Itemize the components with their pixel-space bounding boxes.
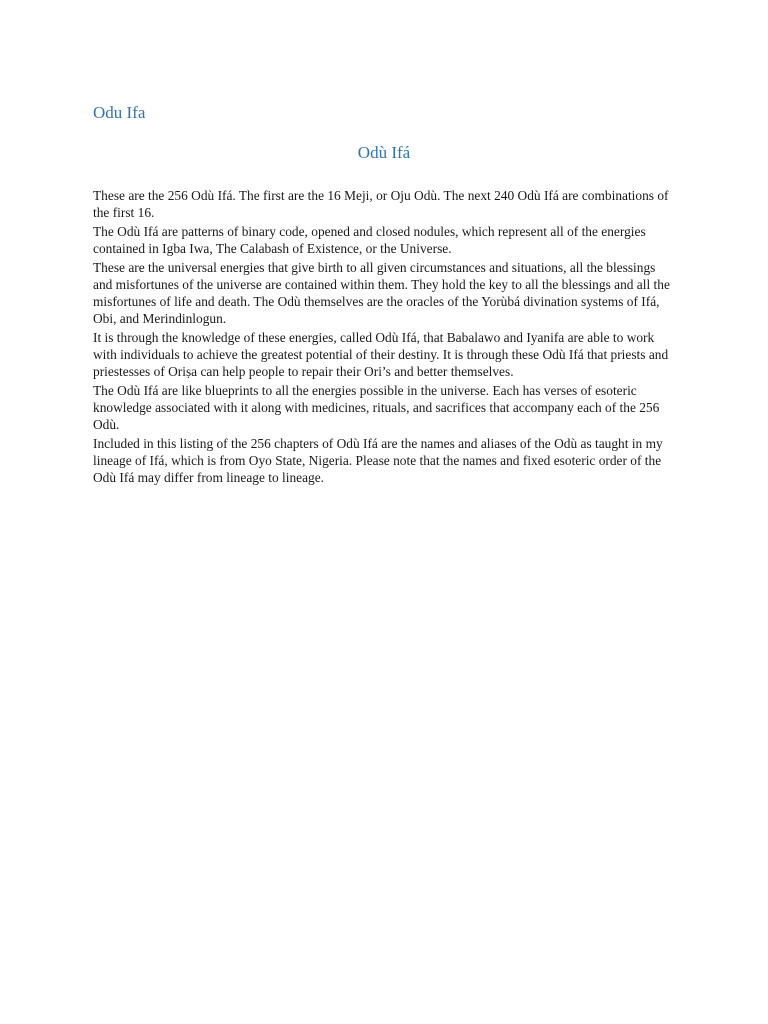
document-body (93, 187, 675, 488)
document-title: Odù Ifá (357, 143, 411, 162)
paragraph: Included in this listing of the 256 chapters of Odù Ifá are the names and aliases of the Odù as taught in my lineage of Ifá, which is from Oyo State, Nigeria. Please note that the names and fixed esoteric order of the Odù Ifá may differ from lineage to lineage. (93, 436, 663, 485)
paragraph: It is through the knowledge of these energies, called Odù Ifá, that Babalawo and Iyanifa are able to work with individuals to achieve the greatest potential of their destiny. It is through these Odù Ifá that priests and priestesses of Oriṣa can help people to repair their Ori’s and better themselves. (93, 330, 669, 379)
paragraph: The Odù Ifá are like blueprints to all the energies possible in the universe. Each has verses of esoteric knowledge associated with it along with medicines, rituals, and sacrifices that accompany each of the 256 Odù. (93, 383, 660, 432)
paragraph: The Odù Ifá are patterns of binary code, opened and closed nodules, which represent all of the energies contained in Igba Iwa, The Calabash of Existence, or the Universe. (93, 224, 646, 256)
paragraph: These are the 256 Odù Ifá. The first are the 16 Meji, or Oju Odù. The next 240 Odù Ifá are combinations of the first 16. (93, 188, 669, 220)
document-heading: Odu Ifa (93, 103, 146, 122)
paragraph: These are the universal energies that give birth to all given circumstances and situations, all the blessings and misfortunes of the universe are contained within them. They hold the key to all the blessings and all the misfortunes of life and death. The Odù themselves are the oracles of the Yorùbá divination systems of Ifá, Obi, and Merindinlogun. (93, 260, 670, 326)
